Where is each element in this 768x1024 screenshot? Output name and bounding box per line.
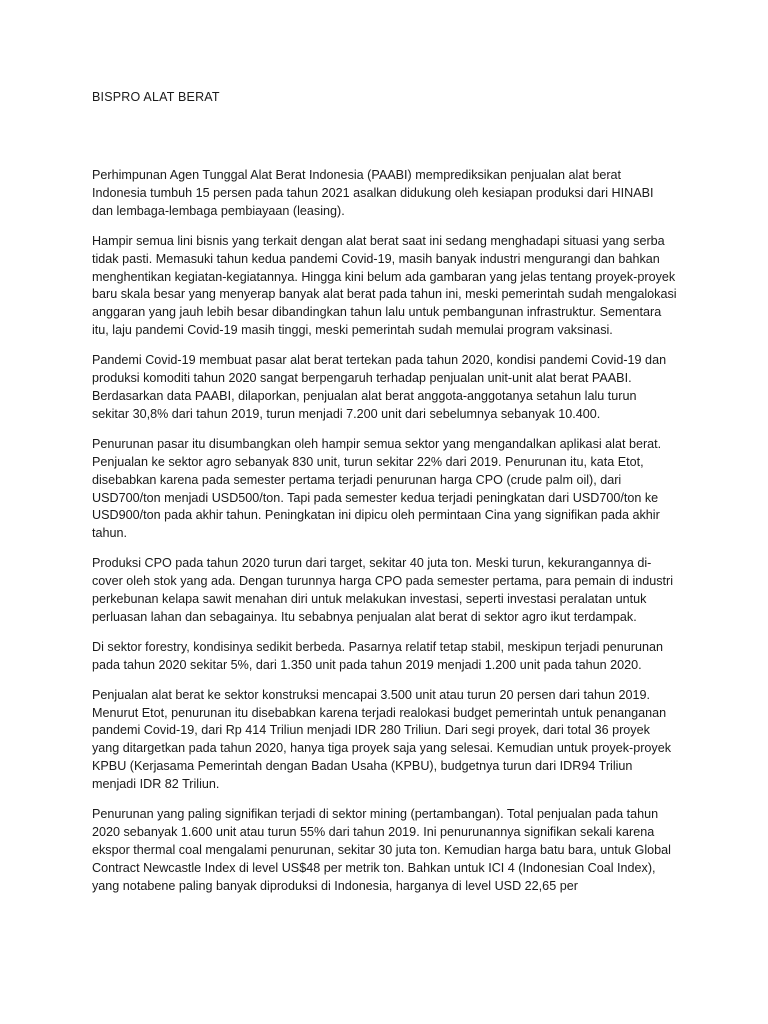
paragraph-1: Perhimpunan Agen Tunggal Alat Berat Indonesia (PAABI) memprediksikan penjualan alat berat Indonesia tumbuh 15 persen pada tahun 2021 asalkan didukung oleh kesiapan produksi dari HINABI dan lembaga-lembaga pembiayaan (leasing). (92, 168, 654, 218)
paragraph-6: Di sektor forestry, kondisinya sedikit berbeda. Pasarnya relatif tetap stabil, meskipun terjadi penurunan pada tahun 2020 sekitar 5%, dari 1.350 unit pada tahun 2019 menjadi 1.200 unit pada tahun 2020. (92, 639, 663, 672)
paragraph-8: Penurunan yang paling signifikan terjadi di sektor mining (pertambangan). Total penjualan pada tahun 2020 sebanyak 1.600 unit atau turun 55% dari tahun 2019. Ini penurunannya signifikan sekali karena ekspor thermal coal mengalami penurunan, sekitar 30 juta ton. Kemudian harga batu bara, untuk Global Contract Newcastle Index di level US$48 per metrik ton. Bahkan untuk ICI 4 (Indonesian Coal Index), yang notabene paling banyak diproduksi di Indonesia, harganya di level USD 22,65 per (92, 807, 671, 893)
paragraph-5: Produksi CPO pada tahun 2020 turun dari target, sekitar 40 juta ton. Meski turun, kekurangannya di-cover oleh stok yang ada. Dengan turunnya harga CPO pada semester pertama, para pemain di industri perkebunan kelapa sawit menahan diri untuk melakukan investasi, seperti investasi peralatan untuk perluasan lahan dan sebagainya. Itu sebabnya penjualan alat berat di sektor agro ikut terdampak. (92, 556, 674, 624)
paragraph-7: Penjualan alat berat ke sektor konstruksi mencapai 3.500 unit atau turun 20 persen dari tahun 2019. Menurut Etot, penurunan itu disebabkan karena terjadi realokasi budget pemerintah untuk penanganan pandemi Covid-19, dari Rp 414 Triliun menjadi IDR 280 Triliun. Dari segi proyek, dari total 36 proyek yang ditargetkan pada tahun 2020, hanya tiga proyek saja yang selesai. Kemudian untuk proyek-proyek KPBU (Kerjasama Pemerintah dengan Badan Usaha (KPBU), budgetnya turun dari IDR94 Triliun menjadi IDR 82 Triliun. (92, 687, 671, 792)
paragraph-2: Hampir semua lini bisnis yang terkait dengan alat berat saat ini sedang menghadapi situasi yang serba tidak pasti. Memasuki tahun kedua pandemi Covid-19, masih banyak industri mengurangi dan bahkan menghentikan kegiatan-kegiatannya. Hingga kini belum ada gambaran yang jelas tentang proyek-proyek baru skala besar yang menyerap banyak alat berat pada tahun ini, meski pemerintah sudah mengalokasi anggaran yang jauh lebih besar dibandingkan tahun lalu untuk pembangunan infrastruktur. Sementara itu, laju pandemi Covid-19 masih tinggi, meski pemerintah sudah memulai program vaksinasi. (92, 233, 677, 338)
paragraph-3: Pandemi Covid-19 membuat pasar alat berat tertekan pada tahun 2020, kondisi pandemi Covid-19 dan produksi komoditi tahun 2020 sangat berpengaruh terhadap penjualan unit-unit alat berat PAABI. Berdasarkan data PAABI, dilaporkan, penjualan alat berat anggota-anggotanya setahun lalu turun sekitar 30,8% dari tahun 2019, turun menjadi 7.200 unit dari sebelumnya sebanyak 10.400. (92, 353, 667, 421)
paragraph-4: Penurunan pasar itu disumbangkan oleh hampir semua sektor yang mengandalkan aplikasi alat berat. Penjualan ke sektor agro sebanyak 830 unit, turun sekitar 22% dari 2019. Penurunan itu, kata Etot, disebabkan karena pada semester pertama terjadi penurunan harga CPO (crude palm oil), dari USD700/ton menjadi USD500/ton. Tapi pada semester kedua terjadi peningkatan dari USD700/ton ke USD900/ton pada akhir tahun. Peningkatan ini dipicu oleh permintaan Cina yang signifikan pada akhir tahun. (92, 436, 662, 541)
document-title: BISPRO ALAT BERAT (92, 90, 220, 104)
document-body (92, 167, 677, 908)
